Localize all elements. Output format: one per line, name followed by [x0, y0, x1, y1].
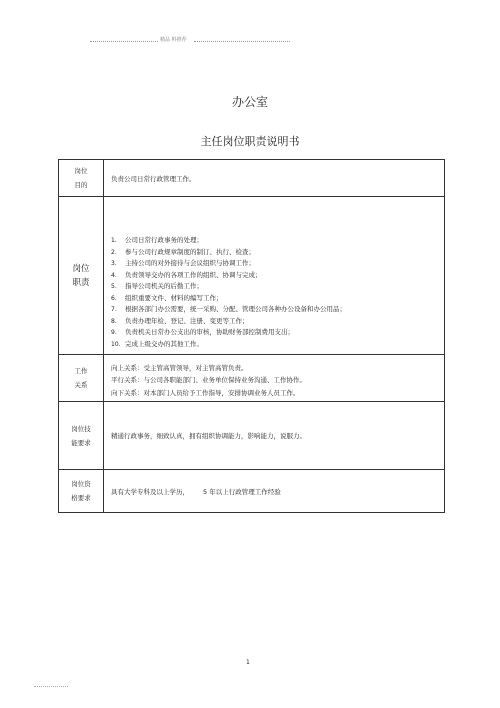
duty-item: 5. 指导公司机关的后勤工作； — [111, 282, 203, 290]
row-purpose — [59, 160, 445, 197]
row-skills — [59, 402, 445, 470]
relation-line: 平行关系：与公司各职能部门、业务单位保持业务沟通、工作协作。 — [111, 376, 306, 384]
document-title: 主任岗位职责说明书 — [200, 135, 300, 148]
duty-item: 8. 负责办理年检、登记、注册、变更等工作； — [111, 316, 249, 325]
content-duties — [104, 197, 445, 355]
content-purpose: 负责公司日常行政管理工作。 — [104, 160, 445, 197]
relation-line: 向上关系：受主管高管领导，对主管高管负责。 — [111, 363, 248, 372]
duty-item: 9. 负责机关日常办公支出的审核，协助财务部控制费用支出； — [111, 328, 294, 336]
duty-item: 10. 完成上级交办的其他工作。 — [111, 339, 203, 348]
duty-item: 7. 根据各部门办公需要，统一采购、分配、管理公司各种办公设备和办公用品； — [111, 305, 346, 313]
row-relations — [59, 355, 445, 402]
label-purpose: 岗位 目的 — [59, 160, 104, 197]
label-qualifications: 岗位资 格要求 — [59, 470, 104, 513]
label-skills: 岗位技 能要求 — [59, 402, 104, 470]
footer-rule — [34, 686, 68, 687]
duty-item: 3. 主持公司的对外接待与会议组织与协调工作； — [111, 259, 255, 267]
header-text: 精品 料推荐 — [160, 37, 187, 43]
relation-line: 向下关系：对本部门人员给予工作指导，安排协调业务人员工作。 — [111, 388, 300, 397]
duty-item: 6. 组织重要文件、材料的编写工作； — [111, 293, 223, 302]
label-duties: 岗位 职责 — [59, 197, 104, 355]
office-title: 办公室 — [231, 95, 268, 109]
content-skills: 精通行政事务，细致认真，拥有组织协调能力，影响能力，说服力。 — [104, 402, 445, 470]
header-rule-left — [90, 41, 158, 42]
content-relations — [104, 355, 445, 402]
duty-item: 4. 负责领导交办的各项工作的组织、协调与完成； — [111, 270, 262, 279]
content-qualifications: 具有大学专科及以上学历， 5 年以上行政管理工作经验 — [104, 470, 445, 513]
page-number: 1 — [246, 659, 250, 666]
job-description-table — [58, 159, 445, 513]
row-duties — [59, 197, 445, 355]
header-rule-right — [194, 41, 290, 42]
duty-item: 1. 公司日常行政事务的处理； — [111, 236, 203, 244]
row-qualifications — [59, 470, 445, 513]
page-header — [90, 36, 290, 46]
label-relations: 工作 关系 — [59, 355, 104, 402]
duty-item: 2. 参与公司行政规章制度的制订、执行、检查； — [111, 247, 255, 256]
